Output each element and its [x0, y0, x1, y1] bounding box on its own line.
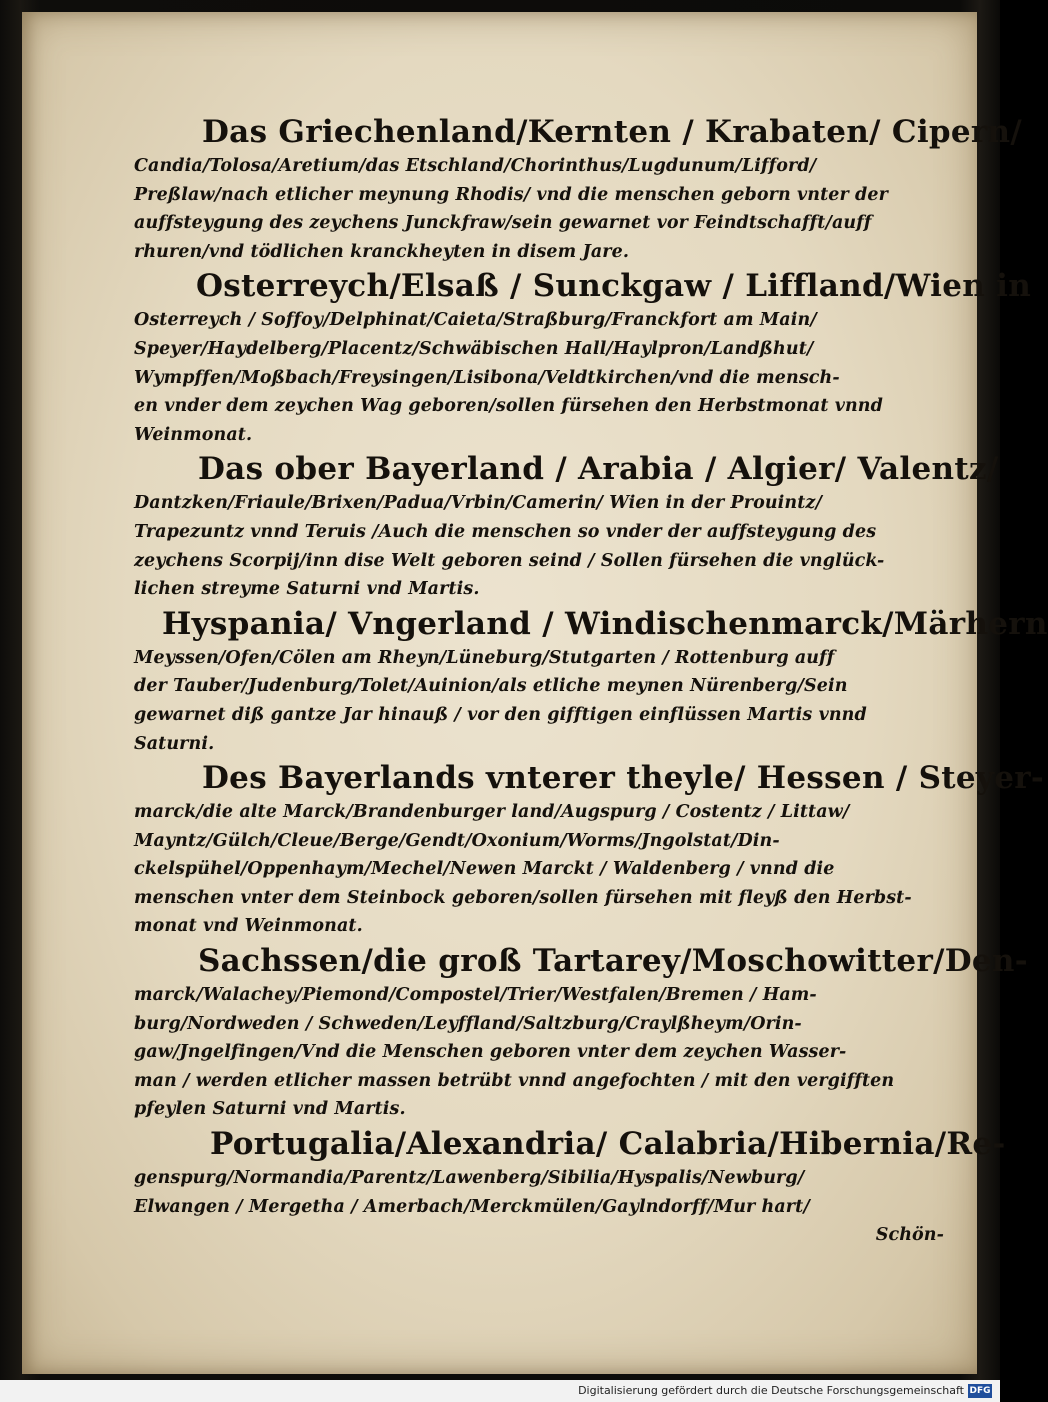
text-line: Wympffen/Moßbach/Freysingen/Lisibona/Veldtkirchen/vnd die mensch-: [134, 367, 840, 388]
text-line: der Tauber/Judenburg/Tolet/Auinion/als etliche meynen Nürenberg/Sein: [134, 676, 848, 697]
heading-line: Sachssen/die groß Tartarey/Moschowitter/Den-: [198, 943, 1028, 980]
paragraph-portugalia: [134, 1124, 1006, 1250]
heading-line: Das ober Bayerland / Arabia / Algier/ Valentz/: [198, 451, 999, 488]
text-line: zeychens Scorpij/inn dise Welt geboren seind / Sollen fürsehen die vnglück-: [134, 550, 885, 571]
text-line: Dantzken/Friaule/Brixen/Padua/Vrbin/Camerin/ Wien in der Prouintz/: [134, 493, 822, 514]
paragraph-griechenland: [134, 112, 1023, 266]
paragraph-bayerlands-unterer: [134, 758, 1045, 941]
text-line: Saturni.: [134, 733, 215, 754]
text-line: auffsteygung des zeychens Junckfraw/sein gewarnet vor Feindtschafft/auff: [134, 213, 872, 234]
text-line: ckelspühel/Oppenhaym/Mechel/Newen Marckt / Waldenberg / vnnd die: [134, 859, 835, 880]
text-line: Osterreych / Soffoy/Delphinat/Caieta/Straßburg/Franckfort am Main/: [134, 310, 817, 331]
footer-bar: [0, 1380, 1000, 1402]
dfg-logo[interactable]: DFG: [969, 1386, 991, 1396]
paragraph-sachssen: [134, 941, 1028, 1124]
text-line: monat vnd Weinmonat.: [134, 916, 363, 937]
text-line: rhuren/vnd tödlichen kranckheyten in disem Jare.: [134, 241, 630, 262]
text-line: pfeylen Saturni vnd Martis.: [134, 1099, 406, 1120]
funding-notice[interactable]: Digitalisierung gefördert durch die Deutsche Forschungsgemeinschaft: [578, 1384, 964, 1397]
text-line: marck/Walachey/Piemond/Compostel/Trier/Westfalen/Bremen / Ham-: [134, 985, 817, 1006]
text-line: burg/Nordweden / Schweden/Leyffland/Saltzburg/Craylßheym/Orin-: [134, 1013, 802, 1034]
book-page: [22, 12, 1048, 1374]
text-line: Speyer/Haydelberg/Placentz/Schwäbischen Hall/Haylpron/Landßhut/: [134, 338, 814, 359]
text-line: gensp​urg/Normandia/Parentz/Lawenberg/Sibilia/Hyspalis/Newburg/: [134, 1168, 805, 1189]
text-line: Trapezuntz vnnd Teruis /Auch die menschen so vnder der auffsteygung des: [134, 521, 877, 542]
text-line: Elwangen / Mergetha / Amerbach/Merckmülen/Gaylndorff/Mur hart/: [134, 1196, 810, 1217]
text-line: en vnder dem zeychen Wag geboren/sollen fürsehen den Herbstmonat vnnd: [134, 396, 883, 417]
text-line: Preßlaw/nach etlicher meynung Rhodis/ vnd die menschen geborn vnter der: [134, 184, 888, 205]
text-block: [134, 112, 1048, 1272]
text-line: gaw/Jngelfingen/Vnd die Menschen geboren vnter dem zeychen Wasser-: [134, 1042, 847, 1063]
text-line: Meyssen/Ofen/Cölen am Rheyn/Lüneburg/Stutgarten / Rottenburg auff: [134, 647, 835, 668]
text-line: man / werden etlicher massen betrübt vnnd angefochten / mit den vergifften: [134, 1070, 895, 1091]
text-line: Candia/Tolosa/Aretium/das Etschland/Chorinthus/Lugdunum/Lifford/: [134, 156, 817, 176]
text-line: marck/die alte Marck/Brandenburger land/Augspurg / Costentz / Littaw/: [134, 802, 850, 823]
heading-line: Das Griechenland/Kernten / Krabaten/ Cipern/: [202, 114, 1023, 150]
heading-line: Osterreych/Elsaß / Sunckgaw / Liffland/Wien in: [196, 268, 1032, 305]
heading-line: Des Bayerlands vnterer theyle/ Hessen / Steyer-: [202, 760, 1045, 797]
paragraph-hyspania: [134, 604, 1048, 758]
catchword: Schön-: [875, 1225, 944, 1246]
paragraph-osterreych: [134, 266, 1032, 449]
text-line: Weinmonat.: [134, 424, 253, 445]
heading-line: Portugalia/Alexandria/ Calabria/Hibernia/Re-: [210, 1126, 1006, 1163]
heading-line: Hyspania/ Vngerland / Windischenmarck/Märhern: [162, 605, 1048, 642]
paragraph-ober-bayerland: [134, 449, 999, 603]
text-line: lichen streyme Saturni vnd Martis.: [134, 579, 480, 600]
text-line: menschen vnter dem Steinbock geboren/sollen fürsehen mit fleyß den Herbst-: [134, 887, 912, 908]
text-line: Mayntz/Gülch/Cleue/Berge/Gendt/Oxonium/Worms/Jngolstat/Din-: [134, 830, 780, 851]
text-line: gewarnet diß gantze Jar hinauß / vor den gifftigen einflüssen Martis vnnd: [134, 704, 867, 725]
